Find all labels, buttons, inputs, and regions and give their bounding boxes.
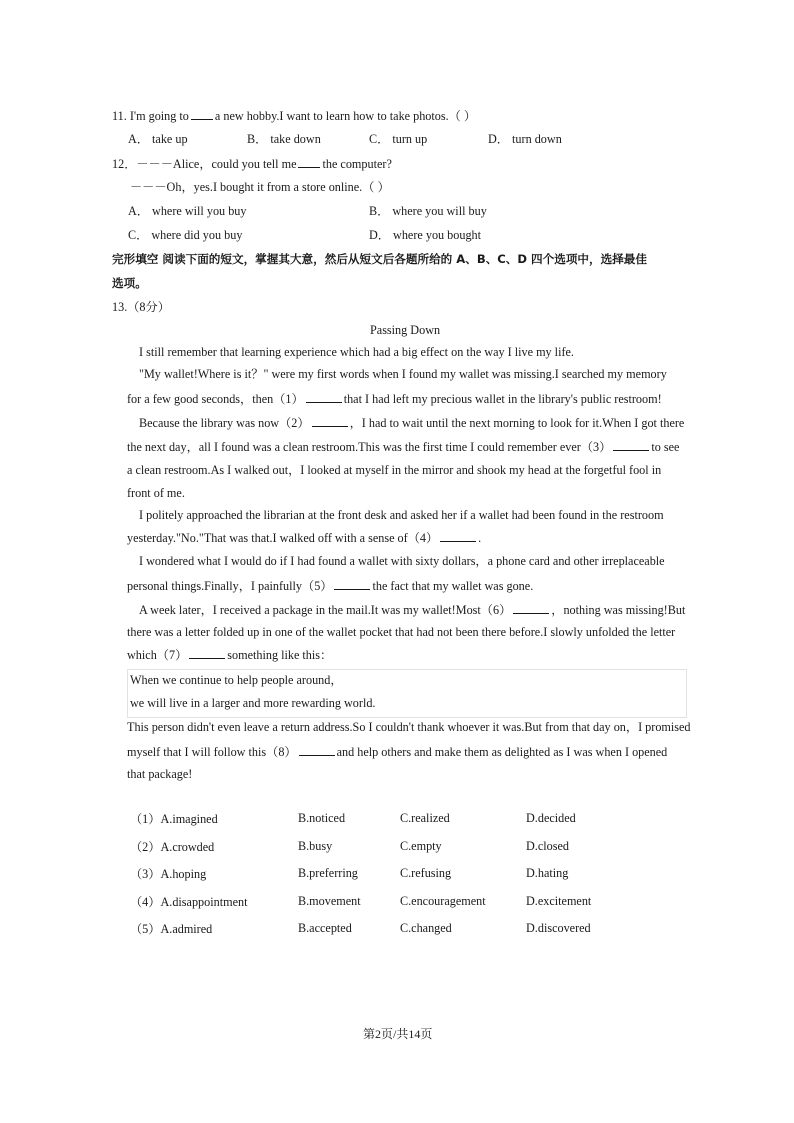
choice-3-option-d: D.hating <box>526 866 569 880</box>
page-number: 第2页/共14页 <box>363 1027 433 1041</box>
passage-title: Passing Down <box>370 323 441 337</box>
passage-paragraph-7: This person didn't even leave a return address.So I couldn't thank whoever it was.But from that day on，I promised <box>127 720 691 734</box>
choice-1-option-b: B.noticed <box>298 811 346 825</box>
choice-5-option-c: C.changed <box>400 921 452 935</box>
answer-blank-5 <box>334 577 370 590</box>
passage-line: front of me. <box>127 486 185 500</box>
passage-text: and help others and make them as delighted as I was when I opened <box>336 745 668 759</box>
passage-line <box>127 529 481 546</box>
question-12-option-a: A． where will you buy <box>128 204 247 218</box>
passage-line <box>127 390 662 407</box>
passage-text: the next day，all I found was a clean restroom.This was the first time I could remember ever（3） <box>127 440 612 454</box>
question-11-option-d: D． turn down <box>488 132 562 146</box>
question-12-option-d: D． where you bought <box>369 228 482 242</box>
choice-4-option-a: （4）A.disappointment <box>130 895 248 909</box>
passage-text: for a few good seconds，then（1） <box>127 392 304 406</box>
answer-blank <box>298 155 320 168</box>
choice-5-option-a: （5）A.admired <box>130 922 213 936</box>
answer-blank-1 <box>306 390 342 403</box>
passage-text: . <box>478 531 482 545</box>
cloze-instructions-cont: 选项。 <box>112 276 147 290</box>
passage-text: something like this： <box>227 648 333 662</box>
choice-2-option-d: D.closed <box>526 839 569 853</box>
question-11-text: a new hobby.I want to learn how to take photos.（ ） <box>214 109 477 123</box>
passage-text: ，I had to wait until the next morning to look for it.When I got there <box>349 416 685 430</box>
choice-3-option-a: （3）A.hoping <box>130 867 207 881</box>
passage-line <box>127 743 667 760</box>
passage-line <box>127 577 533 594</box>
passage-paragraph-6 <box>139 601 685 618</box>
question-11-option-a: A． take up <box>128 132 188 146</box>
choice-2-option-c: C.empty <box>400 839 442 853</box>
letter-quote-line-1: When we continue to help people around， <box>130 673 343 687</box>
answer-blank <box>191 107 213 120</box>
question-11-stem <box>112 107 476 124</box>
choice-2-option-b: B.busy <box>298 839 333 853</box>
choice-1-option-a: （1）A.imagined <box>130 812 218 826</box>
question-12-stem <box>112 155 392 172</box>
choice-1-option-c: C.realized <box>400 811 450 825</box>
passage-line: there was a letter folded up in one of the wallet pocket that had not been there before.I slowly unfolded the letter <box>127 625 676 639</box>
passage-text: personal things.Finally，I painfully（5） <box>127 579 333 593</box>
choice-3-option-b: B.preferring <box>298 866 358 880</box>
passage-paragraph-4: I politely approached the librarian at the front desk and asked her if a wallet had been found in the restroom <box>139 508 664 522</box>
answer-blank-4 <box>440 529 476 542</box>
choice-2-option-a: （2）A.crowded <box>130 840 215 854</box>
passage-text: yesterday."No."That was that.I walked off with a sense of（4） <box>127 531 439 545</box>
passage-line <box>127 646 332 663</box>
answer-blank-3 <box>613 438 649 451</box>
choice-5-option-b: B.accepted <box>298 921 352 935</box>
choice-1-option-d: D.decided <box>526 811 576 825</box>
question-12-option-b: B． where you will buy <box>369 204 487 218</box>
choice-4-option-d: D.excitement <box>526 894 592 908</box>
passage-line <box>127 438 679 455</box>
passage-text: ，nothing was missing!But <box>551 603 686 617</box>
passage-line: that package! <box>127 767 193 781</box>
answer-blank-2 <box>312 414 348 427</box>
question-12-dialogue: －－－Oh，yes.I bought it from a store online.（ ） <box>130 180 390 194</box>
passage-paragraph-2: "My wallet!Where is it？" were my first words when I found my wallet was missing.I searched my memory <box>139 367 667 381</box>
passage-text: A week later，I received a package in the mail.It was my wallet!Most（6） <box>139 603 512 617</box>
passage-text: the fact that my wallet was gone. <box>372 579 534 593</box>
question-13-label: 13.（8分） <box>112 300 170 314</box>
passage-paragraph-3 <box>139 414 684 431</box>
question-12-text: 12．－－－Alice，could you tell me <box>112 157 297 171</box>
question-12-text: the computer? <box>322 157 392 171</box>
question-11-option-c: C． turn up <box>369 132 428 146</box>
choice-3-option-c: C.refusing <box>400 866 452 880</box>
passage-text: myself that I will follow this（8） <box>127 745 297 759</box>
passage-paragraph-5: I wondered what I would do if I had found a wallet with sixty dollars，a phone card and other irreplaceable <box>139 554 665 568</box>
answer-blank-8 <box>299 743 335 756</box>
choice-4-option-c: C.encouragement <box>400 894 486 908</box>
answer-blank-6 <box>513 601 549 614</box>
passage-line: a clean restroom.As I walked out，I looked at myself in the mirror and shook my head at the forgetful fool in <box>127 463 662 477</box>
question-11-option-b: B． take down <box>247 132 321 146</box>
passage-text: that I had left my precious wallet in the library's public restroom! <box>343 392 662 406</box>
passage-text: to see <box>651 440 680 454</box>
passage-text: which（7） <box>127 648 188 662</box>
cloze-instructions: 完形填空 阅读下面的短文，掌握其大意，然后从短文后各题所给的 A、B、C、D 四个选项中，选择最佳 <box>112 252 647 266</box>
question-11-text: 11. I'm going to <box>112 109 189 123</box>
passage-paragraph-1: I still remember that learning experience which had a big effect on the way I live my life. <box>139 345 574 359</box>
passage-text: Because the library was now（2） <box>139 416 310 430</box>
choice-4-option-b: B.movement <box>298 894 361 908</box>
question-12-option-c: C． where did you buy <box>128 228 243 242</box>
letter-quote-line-2: we will live in a larger and more rewarding world. <box>130 696 376 710</box>
answer-blank-7 <box>189 646 225 659</box>
choice-5-option-d: D.discovered <box>526 921 591 935</box>
